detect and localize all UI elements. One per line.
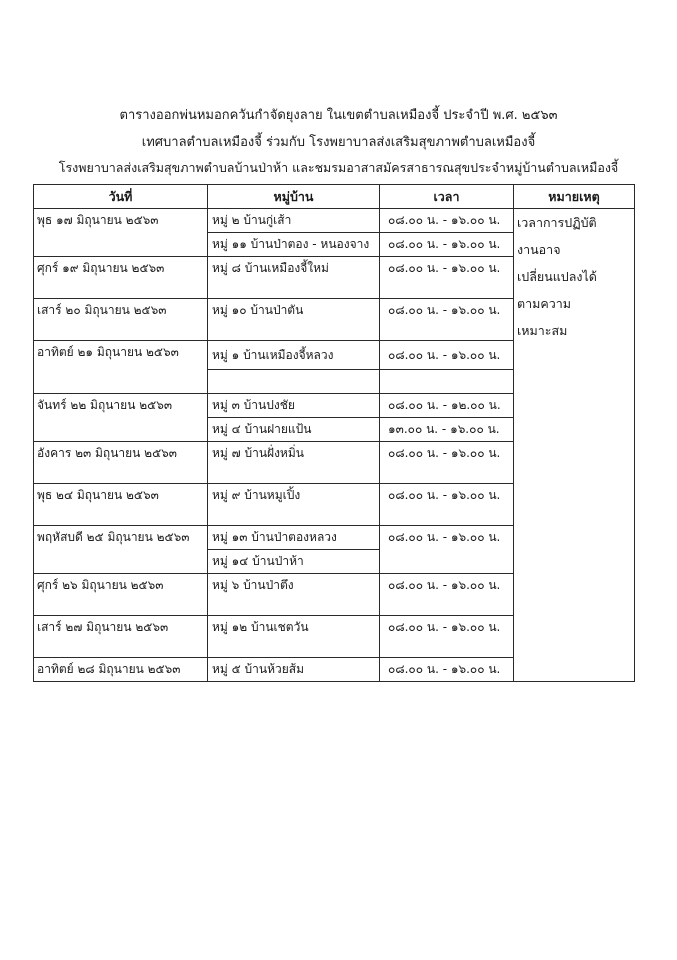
village-cell: หมู่ ๙ บ้านหมูเปิ้ง xyxy=(208,484,380,526)
date-cell: เสาร์ ๒๐ มิถุนายน ๒๕๖๓ xyxy=(34,299,208,341)
remarks-line: เปลี่ยนแปลงได้ xyxy=(517,269,597,284)
time-cell: ๐๘.๐๐ น. - ๑๖.๐๐ น. xyxy=(380,484,514,526)
date-cell: จันทร์ ๒๒ มิถุนายน ๒๕๖๓ xyxy=(34,394,208,442)
village-cell: หมู่ ๑๔ บ้านป่าห้า xyxy=(208,550,380,574)
village-cell: หมู่ ๒ บ้านกู่เส้า xyxy=(208,209,380,233)
time-cell: ๑๓.๐๐ น. - ๑๖.๐๐ น. xyxy=(380,418,514,442)
date-cell: ศุกร์ ๒๖ มิถุนายน ๒๕๖๓ xyxy=(34,574,208,616)
time-cell: ๐๘.๐๐ น. - ๑๖.๐๐ น. xyxy=(380,442,514,484)
fogging-schedule-table xyxy=(33,184,635,682)
date-cell: อาทิตย์ ๒๑ มิถุนายน ๒๕๖๓ xyxy=(34,341,208,394)
remarks-line: เหมาะสม xyxy=(517,323,568,338)
column-header-date: วันที่ xyxy=(34,185,208,209)
date-cell: พฤหัสบดี ๒๕ มิถุนายน ๒๕๖๓ xyxy=(34,526,208,574)
empty-time-cell xyxy=(380,370,514,394)
time-cell: ๐๘.๐๐ น. - ๑๖.๐๐ น. xyxy=(380,526,514,574)
column-header-time: เวลา xyxy=(380,185,514,209)
date-cell: พุธ ๒๔ มิถุนายน ๒๕๖๓ xyxy=(34,484,208,526)
village-cell: หมู่ ๑๑ บ้านป่าตอง - หนองจาง xyxy=(208,233,380,257)
document-subtitle-partners: โรงพยาบาลส่งเสริมสุขภาพตำบลบ้านป่าห้า และชมรมอาสาสมัครสาธารณสุขประจำหมู่บ้านตำบลเหมืองจี้ xyxy=(58,160,619,175)
remarks-cell xyxy=(514,209,635,682)
village-cell: หมู่ ๑๐ บ้านป่าตัน xyxy=(208,299,380,341)
village-cell: หมู่ ๖ บ้านป่าตึง xyxy=(208,574,380,616)
date-cell: พุธ ๑๗ มิถุนายน ๒๕๖๓ xyxy=(34,209,208,257)
village-cell: หมู่ ๘ บ้านเหมืองจี้ใหม่ xyxy=(208,257,380,299)
village-cell: หมู่ ๓ บ้านปงชัย xyxy=(208,394,380,418)
village-cell: หมู่ ๑ บ้านเหมืองจี้หลวง xyxy=(208,341,380,370)
village-cell: หมู่ ๑๒ บ้านเชตวัน xyxy=(208,616,380,658)
time-cell: ๐๘.๐๐ น. - ๑๖.๐๐ น. xyxy=(380,233,514,257)
time-cell: ๐๘.๐๐ น. - ๑๖.๐๐ น. xyxy=(380,341,514,370)
table-row xyxy=(34,209,635,233)
date-cell: อังคาร ๒๓ มิถุนายน ๒๕๖๓ xyxy=(34,442,208,484)
time-cell: ๐๘.๐๐ น. - ๑๖.๐๐ น. xyxy=(380,209,514,233)
column-header-village: หมู่บ้าน xyxy=(208,185,380,209)
remarks-line: เวลาการปฏิบัติ xyxy=(517,215,597,230)
document-subtitle-organizers: เทศบาลตำบลเหมืองจี้ ร่วมกับ โรงพยาบาลส่งเสริมสุขภาพตำบลเหมืองจี้ xyxy=(141,135,536,150)
time-cell: ๐๘.๐๐ น. - ๑๒.๐๐ น. xyxy=(380,394,514,418)
time-cell: ๐๘.๐๐ น. - ๑๖.๐๐ น. xyxy=(380,257,514,299)
table-header-row xyxy=(34,185,635,209)
village-cell: หมู่ ๗ บ้านฝั่งหมิ่น xyxy=(208,442,380,484)
column-header-remarks: หมายเหตุ xyxy=(514,185,635,209)
time-cell: ๐๘.๐๐ น. - ๑๖.๐๐ น. xyxy=(380,658,514,682)
date-cell: เสาร์ ๒๗ มิถุนายน ๒๕๖๓ xyxy=(34,616,208,658)
remarks-line: งานอาจ xyxy=(517,242,561,257)
village-cell: หมู่ ๑๓ บ้านป่าตองหลวง xyxy=(208,526,380,550)
time-cell: ๐๘.๐๐ น. - ๑๖.๐๐ น. xyxy=(380,616,514,658)
village-cell: หมู่ ๕ บ้านห้วยส้ม xyxy=(208,658,380,682)
document-title: ตารางออกพ่นหมอกควันกำจัดยุงลาย ในเขตตำบลเหมืองจี้ ประจำปี พ.ศ. ๒๕๖๓ xyxy=(119,108,558,123)
time-cell: ๐๘.๐๐ น. - ๑๖.๐๐ น. xyxy=(380,299,514,341)
date-cell: ศุกร์ ๑๙ มิถุนายน ๒๕๖๓ xyxy=(34,257,208,299)
empty-village-cell xyxy=(208,370,380,394)
time-cell: ๐๘.๐๐ น. - ๑๖.๐๐ น. xyxy=(380,574,514,616)
remarks-line: ตามความ xyxy=(517,296,572,311)
date-cell: อาทิตย์ ๒๘ มิถุนายน ๒๕๖๓ xyxy=(34,658,208,682)
village-cell: หมู่ ๔ บ้านฝายแป้น xyxy=(208,418,380,442)
